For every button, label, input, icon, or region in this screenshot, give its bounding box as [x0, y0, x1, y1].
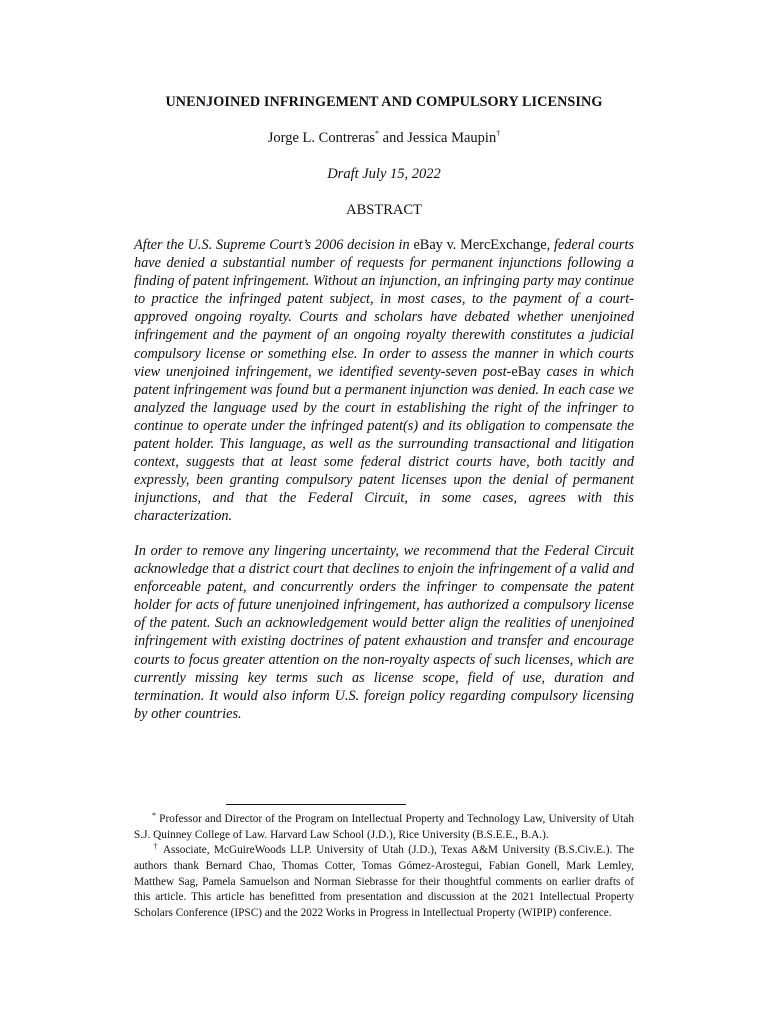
footnote-marker[interactable]: †: [496, 129, 501, 138]
author-line: [0, 130, 768, 147]
abstract-heading: ABSTRACT: [346, 202, 422, 218]
case-name: eBay: [511, 363, 541, 380]
abstract-paragraph: [134, 236, 634, 526]
paper-title: UNENJOINED INFRINGEMENT AND COMPULSORY LICENSING: [165, 94, 603, 110]
author-name: Jorge L. Contreras: [267, 130, 376, 146]
footnote: [134, 843, 634, 922]
case-name: eBay v. MercExchange: [413, 237, 547, 253]
footnote-mark: †: [152, 842, 160, 851]
author-name: Jessica Maupin: [407, 130, 497, 146]
footnote-mark: *: [152, 811, 156, 820]
footnote-separator: [226, 804, 406, 805]
abstract-paragraph: In order to remove any lingering uncertainty, we recommend that the Federal Circuit acknowledge that a district court that declines to enjoin the infringement of a valid and enforceable patent, and concurrently orders the infringer to compensate the patent holder for acts of future unenjoined infringement, has authorized a compulsory license of the patent. Such an acknowledgement would better align the realities of unenjoined infringement with existing doctrines of patent exhaustion and transfer and encourage courts to focus greater attention on the non-royalty aspects of such licenses, which are currently missing key terms such as license scope, field of use, duration and termination. It would also inform U.S. foreign policy regarding compulsory licensing by other countries.: [134, 543, 634, 722]
draft-date: Draft July 15, 2022: [327, 166, 441, 182]
abstract-text: After the U.S. Supreme Court’s 2006 decision in: [134, 237, 414, 253]
abstract-text: , federal courts have denied a substantial number of requests for permanent injunctions following a finding of patent infringement. Without an injunction, an infringing party may continue to practice the infringed patent subject, in most cases, to the payment of a court-approved ongoing royalty. Courts and scholars have debated whether unenjoined infringement and the payment of an ongoing royalty therewith constitutes a judicial compulsory license or something else. In order to assess the manner in which courts view unenjoined infringement, we identified seventy-seven post-: [134, 237, 634, 380]
footnote-text: Associate, McGuireWoods LLP. University of Utah (J.D.), Texas A&M University (B.S.Civ.E.). The authors thank Bernard Chao, Thomas Cotter, Tomas Gómez-Arostegui, Fabian Gonell, Mark Lemley, Matthew Sag, Pamela Samuelson and Norman Siebrasse for their thoughtful comments on earlier drafts of this article. This article has benefitted from presentation and discussion at the 2021 Intellectual Property Scholars Conference (IPSC) and the 2022 Works in Progress in Intellectual Property (WIPIP) conference.: [134, 844, 635, 920]
author-joiner: and: [379, 130, 408, 146]
footnote: [134, 812, 634, 844]
footnote-marker[interactable]: *: [375, 129, 380, 138]
footnote-text: Professor and Director of the Program on Intellectual Property and Technology Law, University of Utah S.J. Quinney College of Law. Harvard Law School (J.D.), Rice University (B.S.E.E., B.A.).: [134, 813, 634, 841]
abstract-text: cases in which patent infringement was found but a permanent injunction was denied. In each case we analyzed the language used by the court in establishing the right of the infringer to continue to operate under the infringed patent(s) and its obligation to compensate the patent holder. This language, as well as the surrounding transactional and litigation context, suggests that at least some federal district courts have, both tacitly and expressly, been granting compulsory patent licenses upon the denial of permanent injunctions, and that the Federal Circuit, in some cases, agrees with this characterization.: [134, 363, 635, 525]
